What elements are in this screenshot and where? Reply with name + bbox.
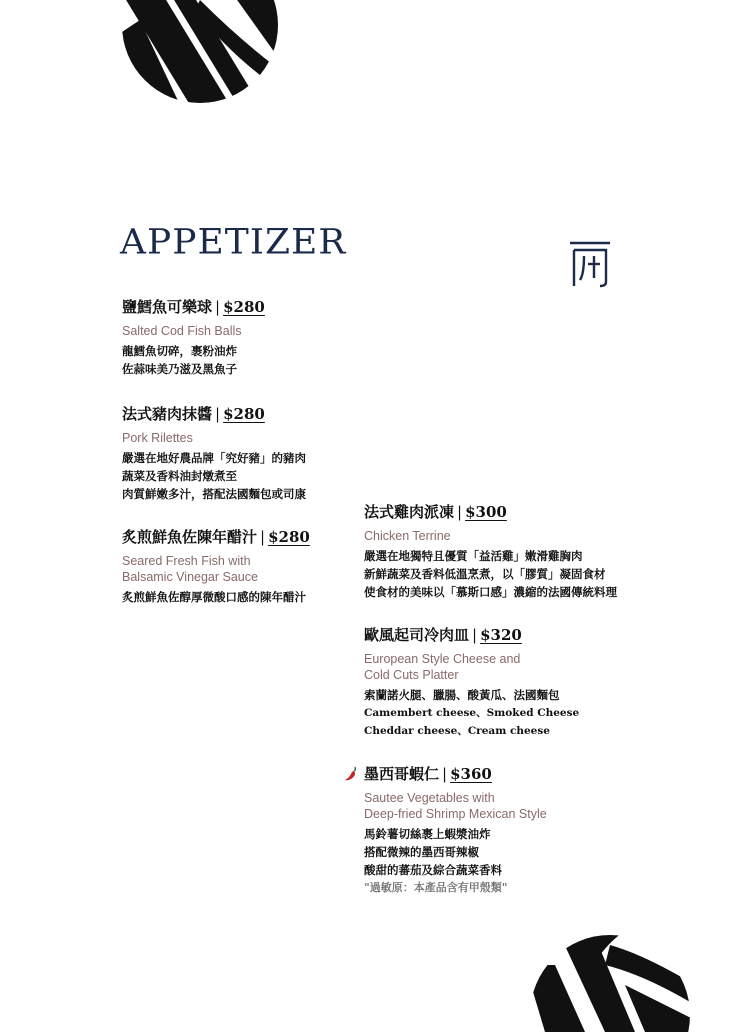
price-separator: | — [215, 405, 221, 423]
item-english-name: Sautee Vegetables with Deep-fried Shrimp Mexican Style — [364, 791, 547, 821]
item-name: 炙煎鮮魚佐陳年醋汁 — [122, 528, 258, 546]
item-heading — [122, 404, 306, 424]
price-separator: | — [260, 528, 266, 546]
decorative-circle-bottom — [525, 925, 695, 1032]
item-price: $280 — [223, 298, 265, 316]
item-price: $300 — [465, 503, 507, 521]
price-separator: | — [472, 626, 478, 644]
section-title: APPETIZER — [120, 223, 347, 262]
item-price: $280 — [223, 405, 265, 423]
menu-item — [364, 764, 547, 897]
item-description — [122, 342, 265, 378]
decorative-circle-top — [120, 0, 280, 105]
item-english-name: Salted Cod Fish Balls — [122, 324, 242, 338]
item-heading — [122, 527, 310, 547]
description-line: 炙煎鮮魚佐醇厚微酸口感的陳年醋汁 — [122, 590, 306, 604]
description-line: 新鮮蔬菜及香料低溫烹煮，以「膠質」凝固食材 — [364, 567, 606, 581]
price-separator: | — [457, 503, 463, 521]
item-heading — [122, 297, 265, 317]
item-price: $280 — [268, 528, 310, 546]
description-line: 搭配微辣的墨西哥辣椒 — [364, 845, 479, 859]
item-english-name: Chicken Terrine — [364, 529, 451, 543]
description-line: 酸甜的蕃茄及綜合蔬菜香料 — [364, 863, 502, 877]
price-separator: | — [215, 298, 221, 316]
description-line: 使食材的美味以「慕斯口感」濃縮的法國傳統料理 — [364, 585, 617, 599]
description-line: 佐蒜味美乃滋及黑魚子 — [122, 362, 237, 376]
price-separator: | — [442, 765, 448, 783]
item-name: 法式豬肉抹醬 — [122, 405, 213, 423]
item-description — [364, 825, 547, 897]
description-line: 肉質鮮嫩多汁，搭配法國麵包或司康 — [122, 487, 306, 501]
description-line: 龍鱈魚切碎，裹粉油炸 — [122, 344, 237, 358]
menu-item — [364, 502, 617, 601]
description-line: 馬鈴薯切絲裹上蝦漿油炸 — [364, 827, 491, 841]
item-english-name: European Style Cheese and Cold Cuts Platter — [364, 652, 521, 682]
menu-item — [122, 404, 306, 503]
item-description — [122, 588, 310, 606]
description-line: 蔬菜及香料油封燉煮至 — [122, 469, 237, 483]
item-price: $360 — [450, 765, 492, 783]
item-name: 鹽鱈魚可樂球 — [122, 298, 213, 316]
item-english-name: Pork Rilettes — [122, 431, 193, 445]
item-name: 歐風起司冷肉皿 — [364, 626, 470, 644]
item-description — [364, 686, 579, 740]
description-line: 嚴選在地好農品牌「究好豬」的豬肉 — [122, 451, 306, 465]
allergen-note: "過敏原：本產品含有甲殼類" — [364, 881, 508, 894]
description-line: 索蘭諾火腿、臘腸、酸黃瓜、法國麵包 — [364, 688, 560, 702]
item-description — [122, 449, 306, 503]
description-line: Camembert cheese、Smoked Cheese — [364, 707, 580, 719]
description-line: 嚴選在地獨特且優質「益活雞」嫩滑雞胸肉 — [364, 549, 583, 563]
item-heading — [364, 625, 579, 645]
menu-item — [364, 625, 579, 740]
item-name: 法式雞肉派凍 — [364, 503, 455, 521]
item-heading — [364, 764, 547, 784]
description-line: Cheddar cheese、Cream cheese — [364, 725, 550, 737]
item-description — [364, 547, 617, 601]
menu-item — [122, 297, 265, 378]
item-name: 墨西哥蝦仁 — [364, 765, 440, 783]
menu-item — [122, 527, 310, 606]
item-heading — [364, 502, 617, 522]
item-price: $320 — [480, 626, 522, 644]
item-english-name: Seared Fresh Fish with Balsamic Vinegar Sauce — [122, 554, 258, 584]
brand-logo-icon — [566, 238, 614, 290]
chili-pepper-icon — [344, 766, 358, 782]
